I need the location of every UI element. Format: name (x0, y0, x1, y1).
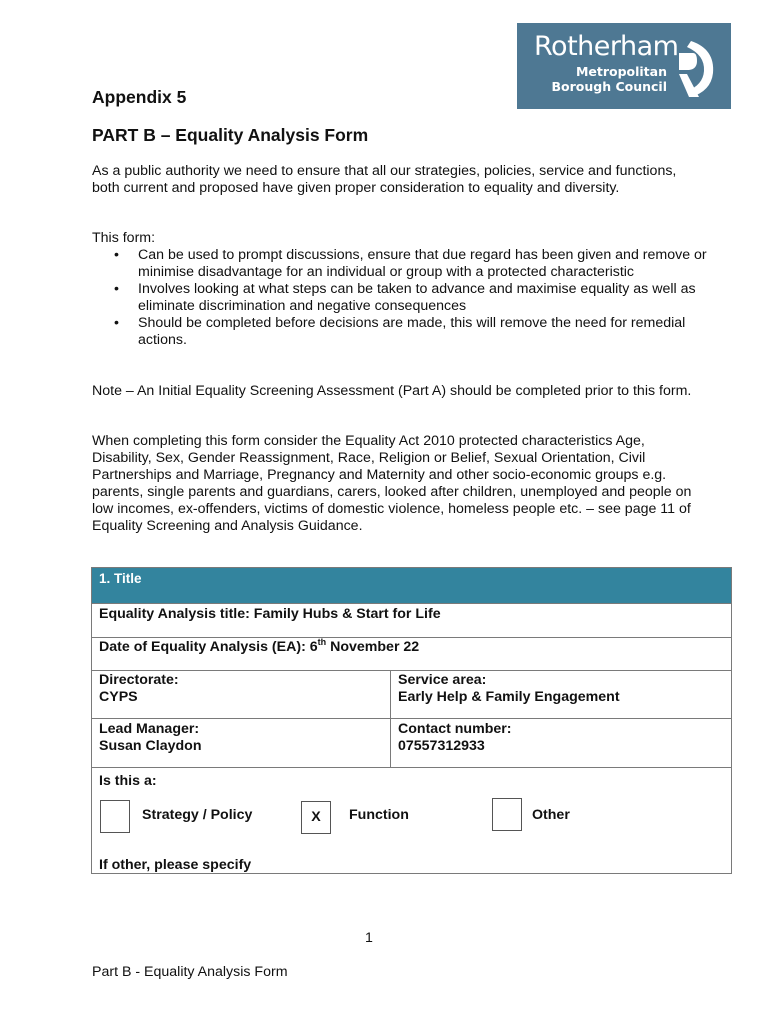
type-question-label: Is this a: (99, 773, 157, 789)
form-title: PART B – Equality Analysis Form (92, 125, 369, 145)
page-number: 1 (365, 930, 373, 946)
contact-number-label: Contact number: (398, 721, 512, 737)
note-paragraph: Note – An Initial Equality Screening Assessment (Part A) should be completed prior to this form. (92, 383, 692, 399)
this-form-label: This form: (92, 230, 156, 246)
purpose-bullet-list (92, 247, 712, 348)
ea-date-row (92, 637, 731, 671)
directorate-value: CYPS (99, 689, 138, 705)
ea-title-row (92, 604, 731, 638)
section-header (92, 568, 731, 604)
bullet-item: • Can be used to prompt discussions, ensure that due regard has been given and remove or minimise disadvantage for an individual or group with a protected characteristic (114, 247, 707, 280)
guidance-paragraph: When completing this form consider the Equality Act 2010 protected characteristics Age, Disability, Sex, Gender Reassignment, Race, Religion or Belief, Sexual Orientation, Civil Partnerships and Marriage, Pregnancy and Maternity and other socio-economic groups e.g. parents, single parents and guardians, carers, looked after children, unemployed and people on low incomes, ex-offenders, victims of domestic violence, homeless people etc. – see page 11 of Equality Screening and Analysis Guidance. (92, 433, 692, 534)
lead-manager-cell[interactable] (92, 719, 391, 767)
strategy-policy-checkbox[interactable] (100, 800, 130, 833)
service-area-value: Early Help & Family Engagement (398, 689, 620, 705)
strategy-policy-label: Strategy / Policy (142, 807, 253, 823)
function-checkbox[interactable]: X (301, 801, 331, 834)
lead-manager-label: Lead Manager: (99, 721, 200, 737)
contact-number-value: 07557312933 (398, 738, 485, 754)
equality-form-table (91, 567, 732, 874)
council-logo (517, 23, 731, 109)
bullet-icon: • (114, 314, 119, 331)
contact-number-cell[interactable] (391, 719, 731, 767)
directorate-label: Directorate: (99, 672, 179, 688)
section-title: 1. Title (99, 571, 142, 586)
bullet-icon: • (114, 280, 119, 297)
rotherham-r-logo-icon (677, 39, 717, 99)
ea-date-field[interactable]: Date of Equality Analysis (EA): 6th November 22 (99, 637, 420, 655)
bullet-icon: • (114, 247, 119, 263)
bullet-item: • Involves looking at what steps can be taken to advance and maximise equality as well as eliminate discrimination and negative consequences (114, 280, 696, 314)
other-checkbox[interactable] (492, 798, 522, 831)
manager-contact-row (92, 719, 731, 768)
other-label: Other (532, 807, 570, 823)
logo-line-borough-council: Borough Council (551, 79, 667, 94)
ea-title-field[interactable]: Equality Analysis title: Family Hubs & Start for Life (99, 606, 441, 622)
intro-paragraph: As a public authority we need to ensure that all our strategies, policies, service and functions, both current and proposed have given proper consideration to equality and diversity. (92, 163, 677, 196)
page-footer: Part B - Equality Analysis Form (92, 964, 288, 980)
bullet-item: • Should be completed before decisions are made, this will remove the need for remedial actions. (114, 314, 686, 348)
if-other-specify-field[interactable]: If other, please specify (99, 857, 252, 873)
directorate-cell[interactable] (92, 670, 391, 718)
appendix-heading: Appendix 5 (92, 87, 187, 107)
logo-line-metropolitan: Metropolitan (575, 64, 667, 79)
lead-manager-value: Susan Claydon (99, 738, 202, 754)
directorate-service-row (92, 670, 731, 719)
service-area-cell[interactable] (391, 670, 731, 718)
logo-line-rotherham: Rotherham (534, 31, 679, 62)
function-label: Function (349, 807, 409, 823)
service-area-label: Service area: (398, 672, 487, 688)
